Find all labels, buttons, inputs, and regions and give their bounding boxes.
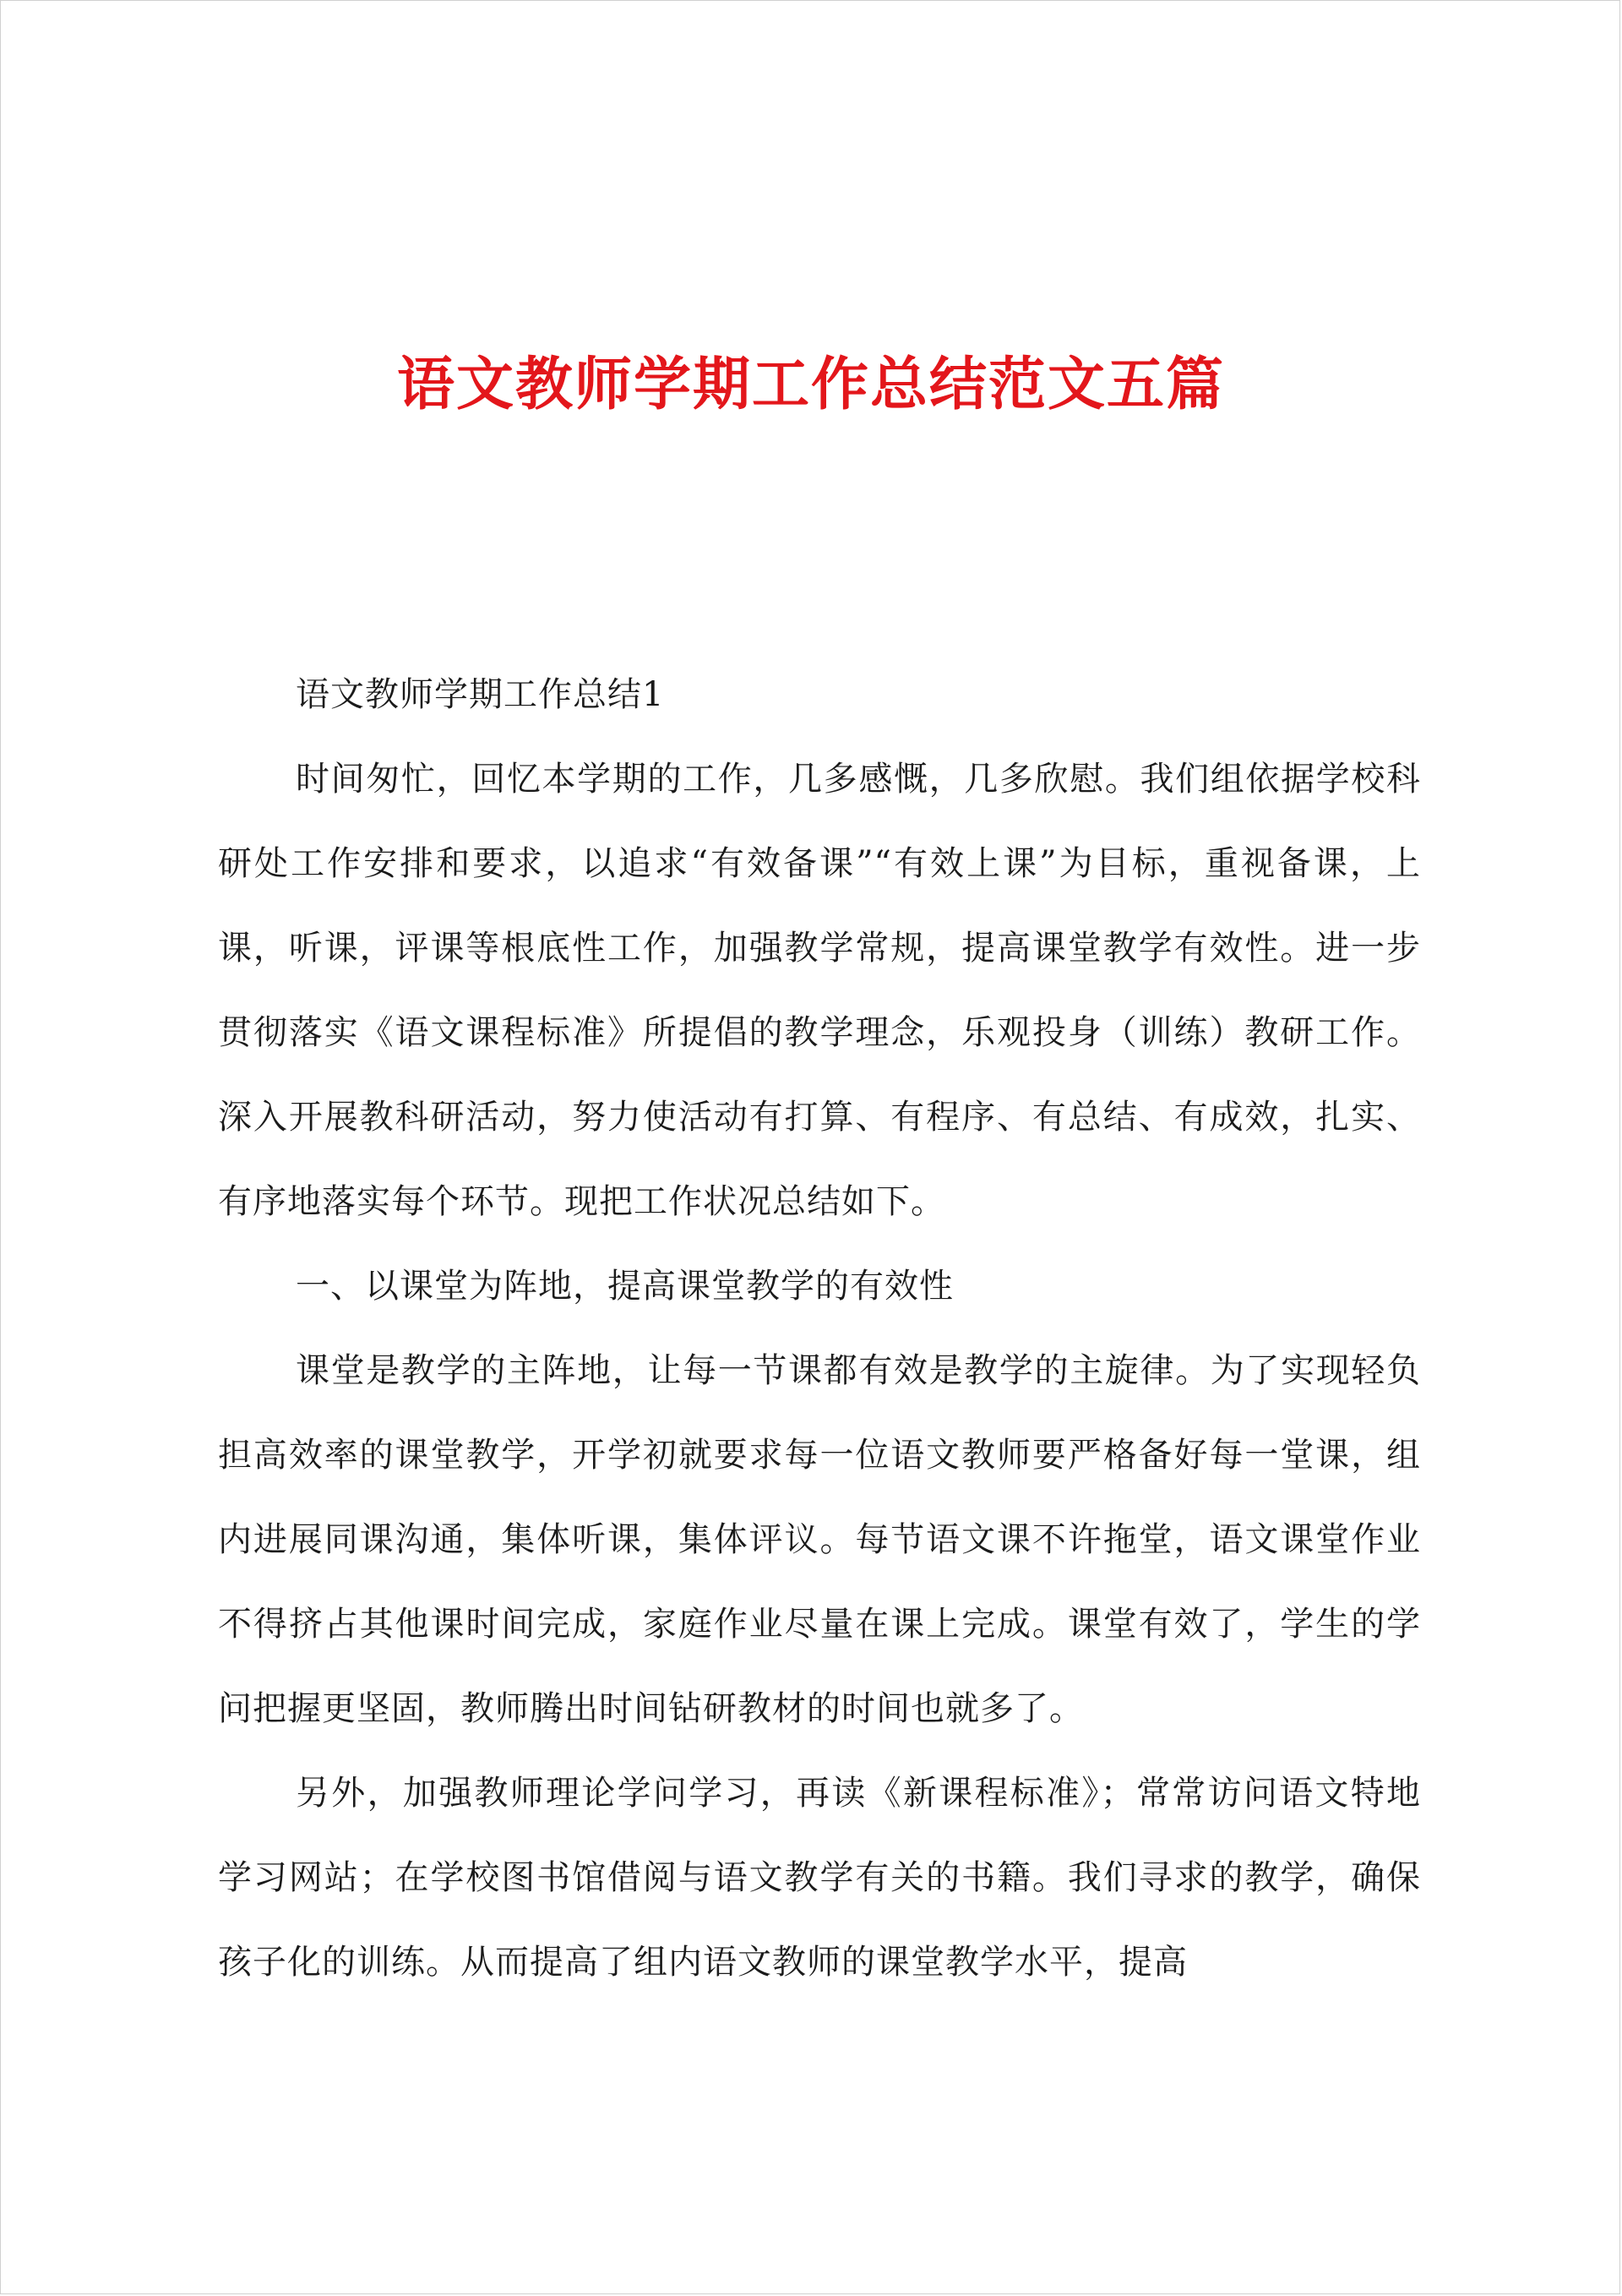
document-title: 语文教师学期工作总结范文五篇	[396, 351, 1225, 418]
paragraph-intro: 时间匆忙，回忆本学期的工作，几多感慨，几多欣慰。我们组依据学校科研处工作安排和要求，以追求“有效备课”“有效上课”为目标，重视备课，上课，听课，评课等根底性工作，加强教学常规，提高课堂教学有效性。进一步贯彻落实《语文课程标准》所提倡的教学理念，乐观投身（训练）教研工作。深入开展教科研活动，努力使活动有打算、有程序、有总结、有成效，扎实、有序地落实每个环节。现把工作状况总结如下。	[218, 760, 1421, 1221]
paragraph-additional: 另外，加强教师理论学问学习，再读《新课程标准》；常常访问语文特地学习网站；在学校图书馆借阅与语文教学有关的书籍。我们寻求的教学，确保孩子化的训练。从而提高了组内语文教师的课堂教学水平，提高	[218, 1774, 1421, 1982]
section-heading-classroom: 一、以课堂为阵地，提高课堂教学的有效性	[296, 1267, 954, 1306]
section-heading-summary-1: 语文教师学期工作总结1	[296, 675, 665, 714]
document-body	[218, 652, 1421, 2004]
paragraph-classroom: 课堂是教学的主阵地，让每一节课都有效是教学的主旋律。为了实现轻负担高效率的课堂教学，开学初就要求每一位语文教师要严格备好每一堂课，组内进展同课沟通，集体听课，集体评议。每节语文课不许拖堂，语文课堂作业不得挤占其他课时间完成，家庭作业尽量在课上完成。课堂有效了，学生的学问把握更坚固，教师腾出时间钻研教材的时间也就多了。	[218, 1351, 1421, 1728]
